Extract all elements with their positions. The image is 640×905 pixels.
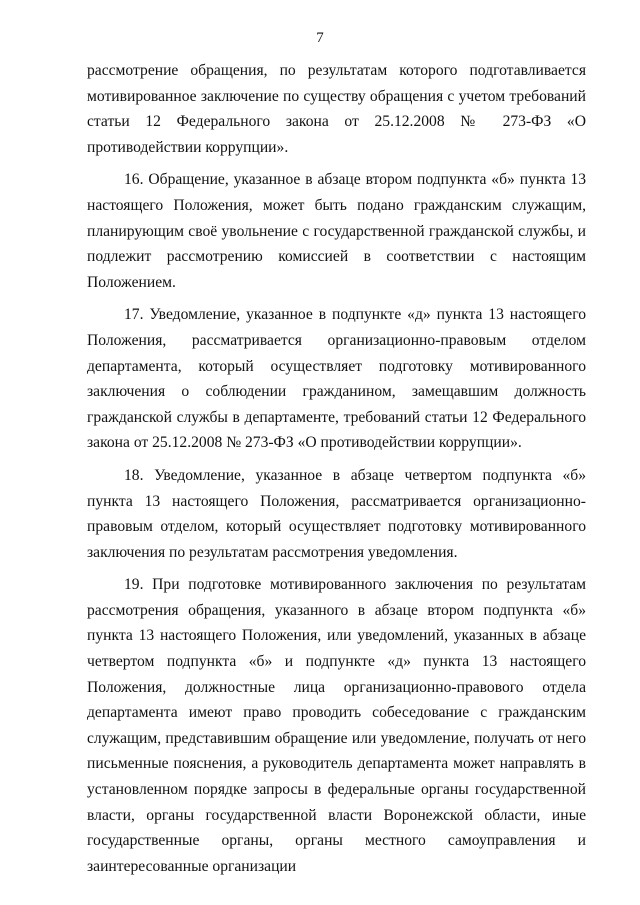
paragraph-17: 17. Уведомление, указанное в подпункте «д» пункта 13 настоящего Положения, рассматривается организационно-правовым отделом департамента, который осуществляет подготовку мотивированного заключения о соблюдении гражданином, замещавшим должность гражданской службы в департаменте, требований статьи 12 Федерального закона от 25.12.2008 № 273-ФЗ «О противодействии коррупции». [87, 306, 586, 452]
page-number: 7 [316, 30, 324, 46]
paragraph-16: 16. Обращение, указанное в абзаце втором подпункта «б» пункта 13 настоящего Положения, может быть подано гражданским служащим, планирующим своё увольнение с государственной гражданской службы, и подлежит рассмотрению комиссией в соответствии с настоящим Положением. [87, 171, 586, 291]
document-body [87, 58, 586, 886]
paragraph-continuation: рассмотрение обращения, по результатам которого подготавливается мотивированное заключение по существу обращения с учетом требований статьи 12 Федерального закона от 25.12.2008 № 273-ФЗ «О противодействии коррупции». [87, 62, 586, 156]
paragraph-18: 18. Уведомление, указанное в абзаце четвертом подпункта «б» пункта 13 настоящего Положения, рассматривается организационно-правовым отделом, который осуществляет подготовку мотивированного заключения по результатам рассмотрения уведомления. [87, 466, 586, 561]
paragraph-19: 19. При подготовке мотивированного заключения по результатам рассмотрения обращения, указанного в абзаце втором подпункта «б» пункта 13 настоящего Положения, или уведомлений, указанных в абзаце четвертом подпункта «б» и подпункте «д» пункта 13 настоящего Положения, должностные лица организационно-правового отдела департамента имеют право проводить собеседование с гражданским служащим, представившим обращение или уведомление, получать от него письменные пояснения, а руководитель департамента может направлять в установленном порядке запросы в федеральные органы государственной власти, органы государственной власти Воронежской области, иные государственные органы, органы местного самоуправления и заинтересованные организации [87, 576, 586, 875]
